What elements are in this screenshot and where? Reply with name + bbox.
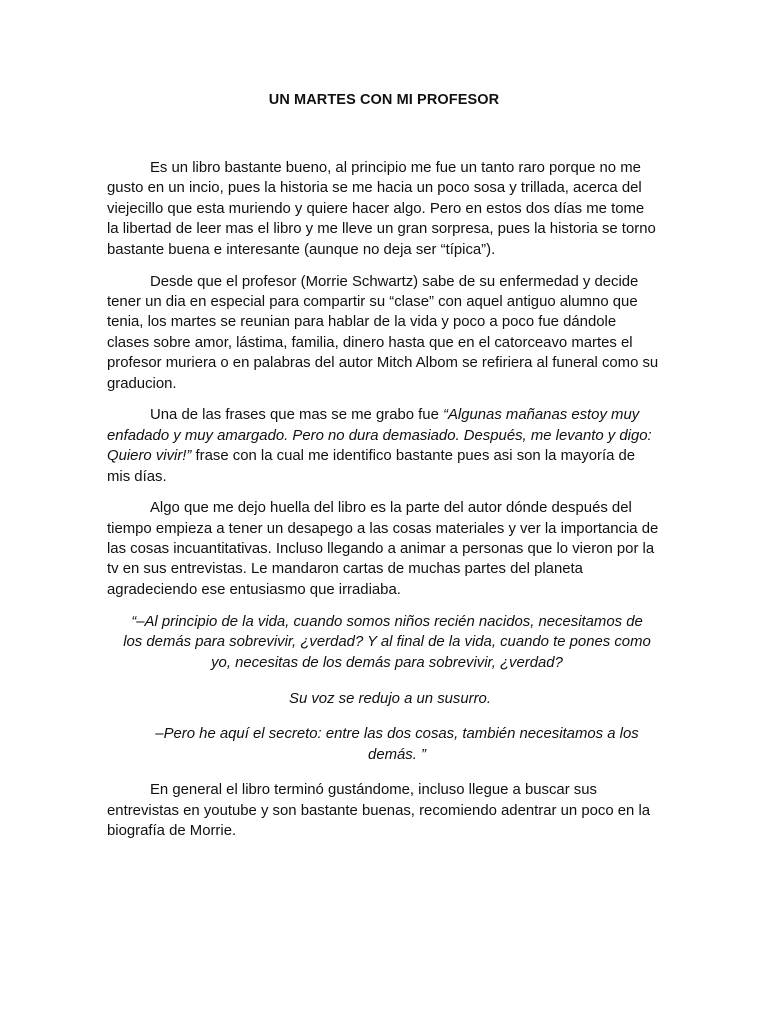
block-quote-line: “–Al principio de la vida, cuando somos niños recién nacidos, necesitamos de los demás para sobrevivir, ¿verdad? Y al final de la vida, cuando te pones como yo, necesitas de los demás para sobrevivir, ¿verdad? bbox=[123, 613, 651, 672]
block-quote-line: Su voz se redujo a un susurro. bbox=[289, 691, 491, 708]
paragraph-favorite-quote bbox=[107, 405, 659, 487]
quote-tail-text: frase con la cual me identifico bastante pues asi son la mayoría de mis días. bbox=[107, 448, 636, 485]
document-body bbox=[107, 158, 659, 853]
block-quote-line: –Pero he aquí el secreto: entre las dos cosas, también necesitamos a los demás. ” bbox=[155, 725, 639, 763]
quote-lead-text: Una de las frases que mas se me grabo fue bbox=[150, 407, 444, 424]
paragraph-intro: Es un libro bastante bueno, al principio me fue un tanto raro porque no me gusto en un incio, pues la historia se me hacia un poco sosa y trillada, acerca del viejecillo que esta muriendo y quiere hacer algo. Pero en estos dos días me tome la libertad de leer mas el libro y me lleve un gran sorpresa, pues la historia se torno bastante buena e interesante (aunque no deja ser “típica”). bbox=[107, 160, 656, 258]
paragraph-summary: Desde que el profesor (Morrie Schwartz) sabe de su enfermedad y decide tener un dia en especial para compartir su “clase” con aquel antiguo alumno que tenia, los martes se reunian para hablar de la vida y poco a poco fue dándole clases sobre amor, lástima, familia, dinero hasta que en el catorceavo martes el profesor muriera o en palabras del autor Mitch Albom se refiriera al funeral como su graducion. bbox=[107, 273, 659, 392]
document-title: UN MARTES CON MI PROFESOR bbox=[268, 92, 500, 108]
paragraph-lesson: Algo que me dejo huella del libro es la parte del autor dónde después del tiempo empieza a tener un desapego a las cosas materiales y ver la importancia de las cosas incuantitativas. Incluso llegando a animar a personas que lo vieron por la tv en sus entrevistas. Le mandaron cartas de muchas partes del planeta agradeciendo ese entusiasmo que irradiaba. bbox=[107, 500, 659, 598]
paragraph-conclusion: En general el libro terminó gustándome, incluso llegue a buscar sus entrevistas en youtube y son bastante buenas, recomiendo adentrar un poco en la biografía de Morrie. bbox=[107, 782, 651, 840]
inline-quote: “Algunas mañanas estoy muy enfadado y muy amargado. Pero no dura demasiado. Después, me levanto y digo: Quiero vivir!” bbox=[107, 407, 652, 465]
